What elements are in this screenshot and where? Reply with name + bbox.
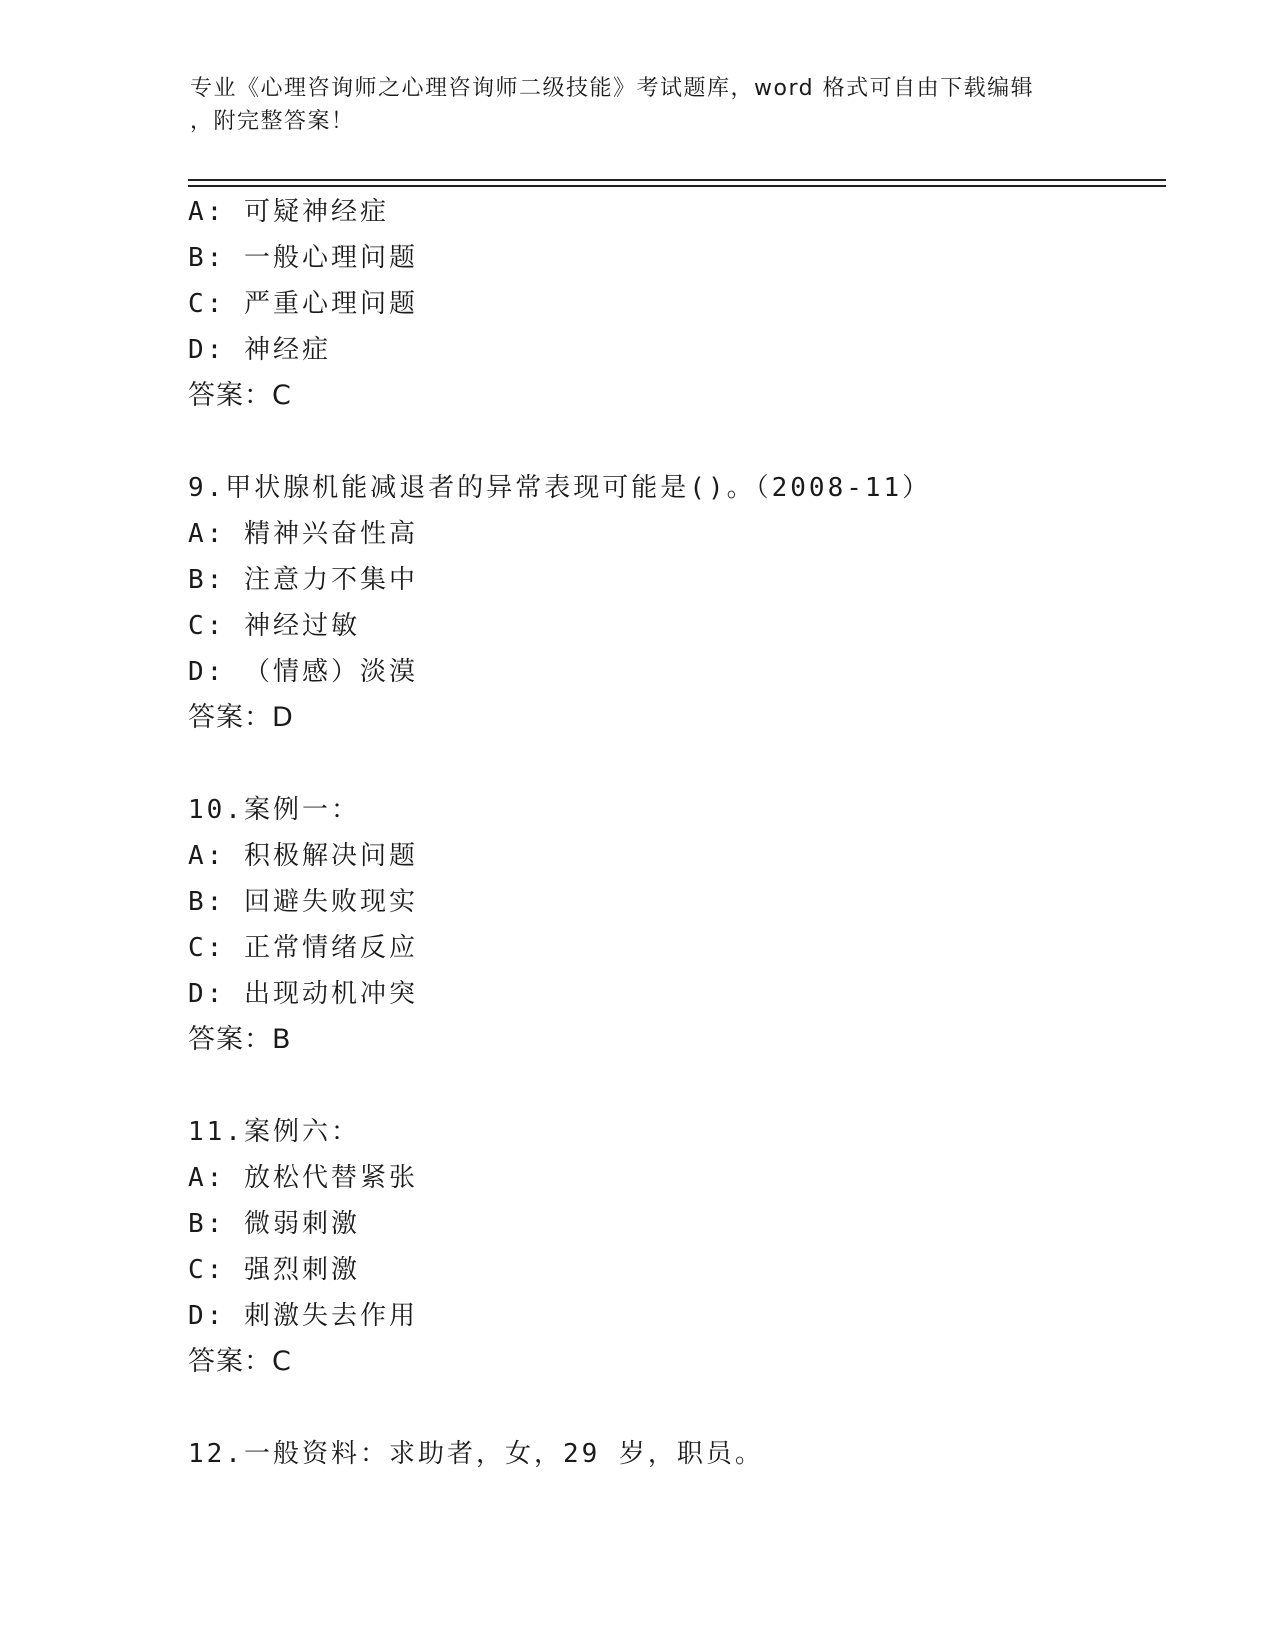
option-a: A: 可疑神经症 bbox=[188, 197, 389, 227]
answer-line: 答案：D bbox=[188, 702, 294, 733]
answer-line: 答案：B bbox=[188, 1024, 292, 1055]
option-d: D: 神经症 bbox=[188, 335, 331, 365]
question-text: 9.甲状腺机能减退者的异常表现可能是()。（2008-11） bbox=[188, 473, 932, 503]
option-d: D: 出现动机冲突 bbox=[188, 979, 418, 1009]
option-b: B: 微弱刺激 bbox=[188, 1209, 360, 1239]
option-c: C: 正常情绪反应 bbox=[188, 933, 418, 963]
option-c: C: 强烈刺激 bbox=[188, 1255, 360, 1285]
spacer bbox=[188, 741, 1148, 787]
question-text: 10.案例一： bbox=[188, 795, 360, 825]
spacer bbox=[188, 1385, 1148, 1431]
question-block-8 bbox=[188, 189, 1148, 419]
question-list bbox=[188, 189, 1148, 1477]
answer-line: 答案：C bbox=[188, 380, 292, 411]
option-b: B: 回避失败现实 bbox=[188, 887, 418, 917]
option-c: C: 神经过敏 bbox=[188, 611, 360, 641]
question-block-12 bbox=[188, 1431, 1148, 1477]
option-b: B: 一般心理问题 bbox=[188, 243, 418, 273]
spacer bbox=[188, 419, 1148, 465]
document-header bbox=[190, 72, 1070, 138]
header-divider-top bbox=[188, 179, 1166, 181]
option-a: A: 放松代替紧张 bbox=[188, 1163, 418, 1193]
header-line-2: ，附完整答案！ bbox=[190, 109, 355, 134]
header-divider-bottom bbox=[188, 185, 1166, 187]
option-a: A: 积极解决问题 bbox=[188, 841, 418, 871]
question-text: 12.一般资料：求助者，女，29 岁，职员。 bbox=[188, 1439, 764, 1469]
option-b: B: 注意力不集中 bbox=[188, 565, 418, 595]
answer-line: 答案：C bbox=[188, 1346, 292, 1377]
question-block-11 bbox=[188, 1109, 1148, 1385]
question-block-10 bbox=[188, 787, 1148, 1063]
option-a: A: 精神兴奋性高 bbox=[188, 519, 418, 549]
header-line-1: 专业《心理咨询师之心理咨询师二级技能》考试题库，word 格式可自由下载编辑 bbox=[190, 76, 1035, 101]
option-d: D: 刺激失去作用 bbox=[188, 1301, 418, 1331]
question-text: 11.案例六： bbox=[188, 1117, 360, 1147]
spacer bbox=[188, 1063, 1148, 1109]
option-d: D: （情感）淡漠 bbox=[188, 657, 418, 687]
option-c: C: 严重心理问题 bbox=[188, 289, 418, 319]
question-block-9 bbox=[188, 465, 1148, 741]
